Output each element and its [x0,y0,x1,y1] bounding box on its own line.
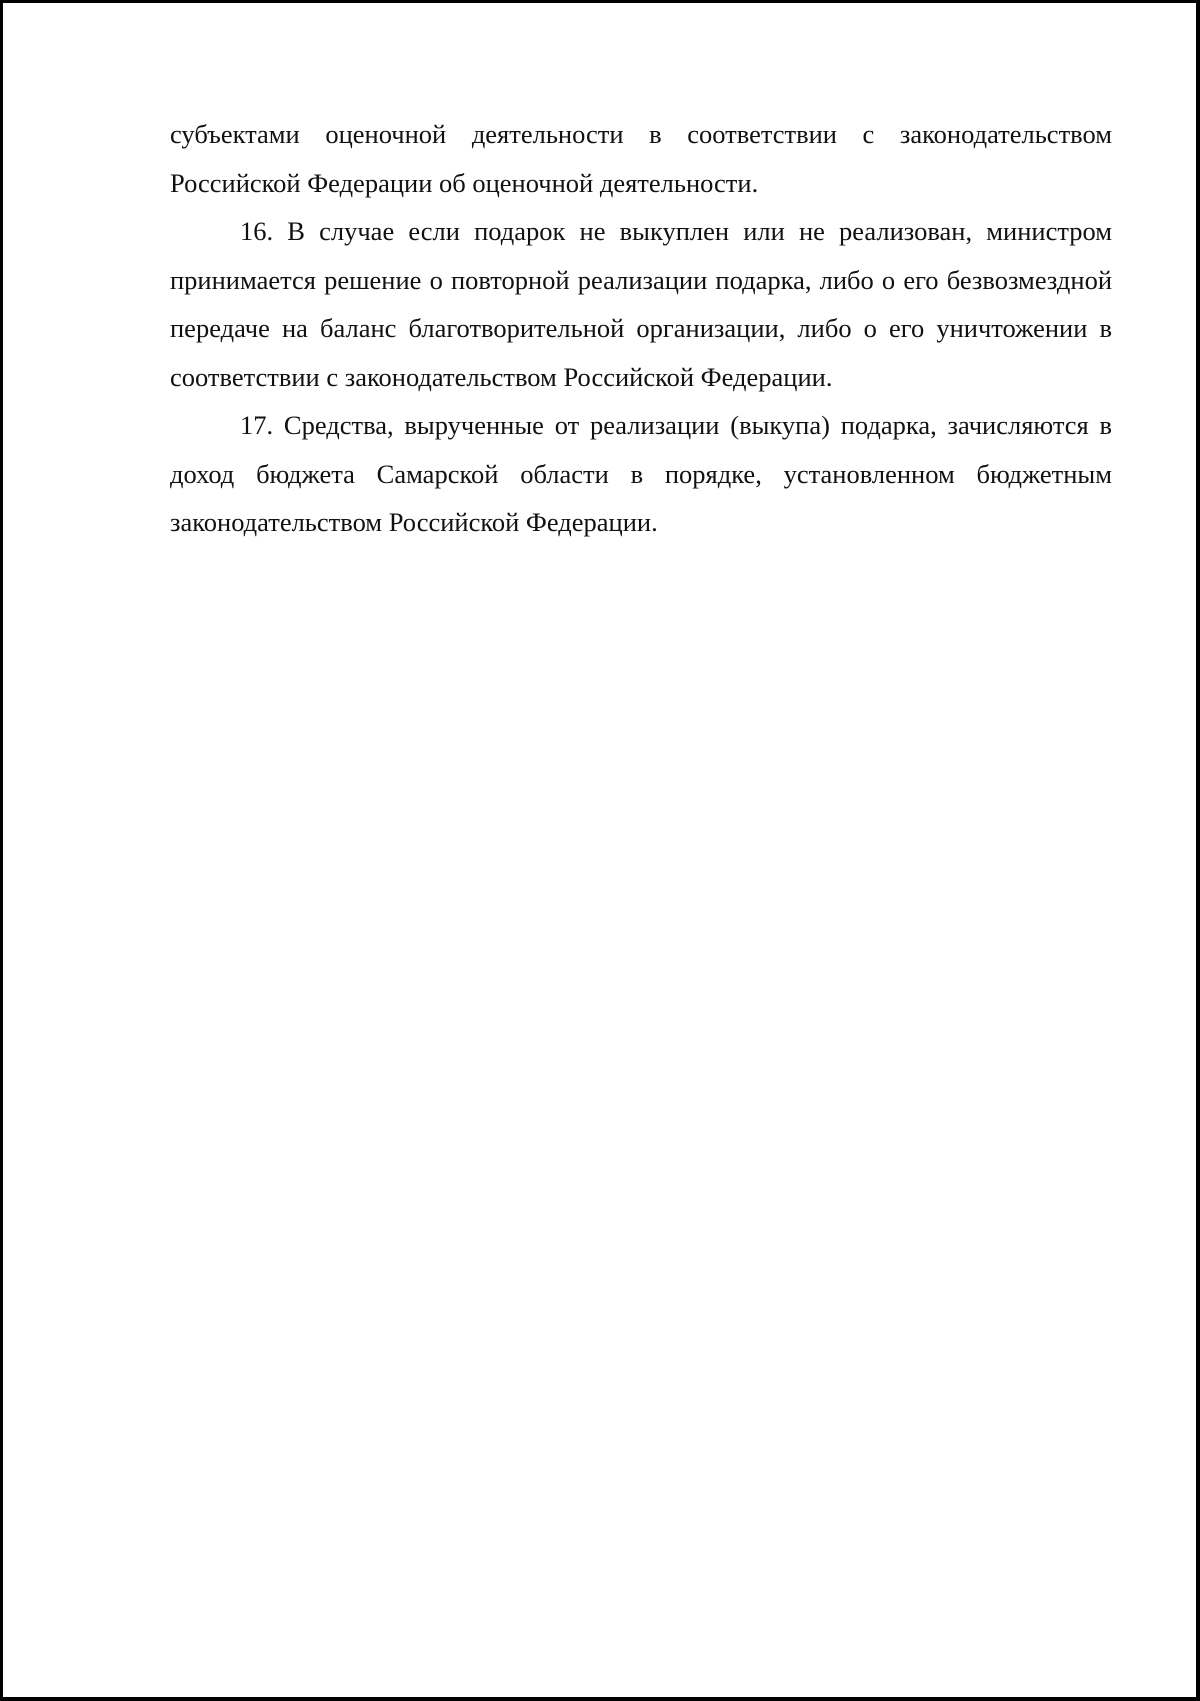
paragraph-item-16: 16. В случае если подарок не выкуплен или не реализован, министром принимается решение о повторной реализации подарка, либо о его безвозмездной передаче на баланс благотворительной организации, либо о его уничтожении в соответствии с законодательством Российской Федерации. [170,216,1112,392]
scan-border-right [1196,0,1200,1701]
scan-border-top [0,0,1200,3]
scan-border-left [0,0,3,1701]
paragraph-continuation: субъектами оценочной деятельности в соответствии с законодательством Российской Федерации об оценочной деятельности. [170,119,1112,198]
paragraph-item-17: 17. Средства, вырученные от реализации (выкупа) подарка, зачисляются в доход бюджета Самарской области в порядке, установленном бюджетным законодательством Российской Федерации. [170,410,1112,537]
document-body [170,110,1112,547]
scan-border-bottom [0,1697,1200,1701]
